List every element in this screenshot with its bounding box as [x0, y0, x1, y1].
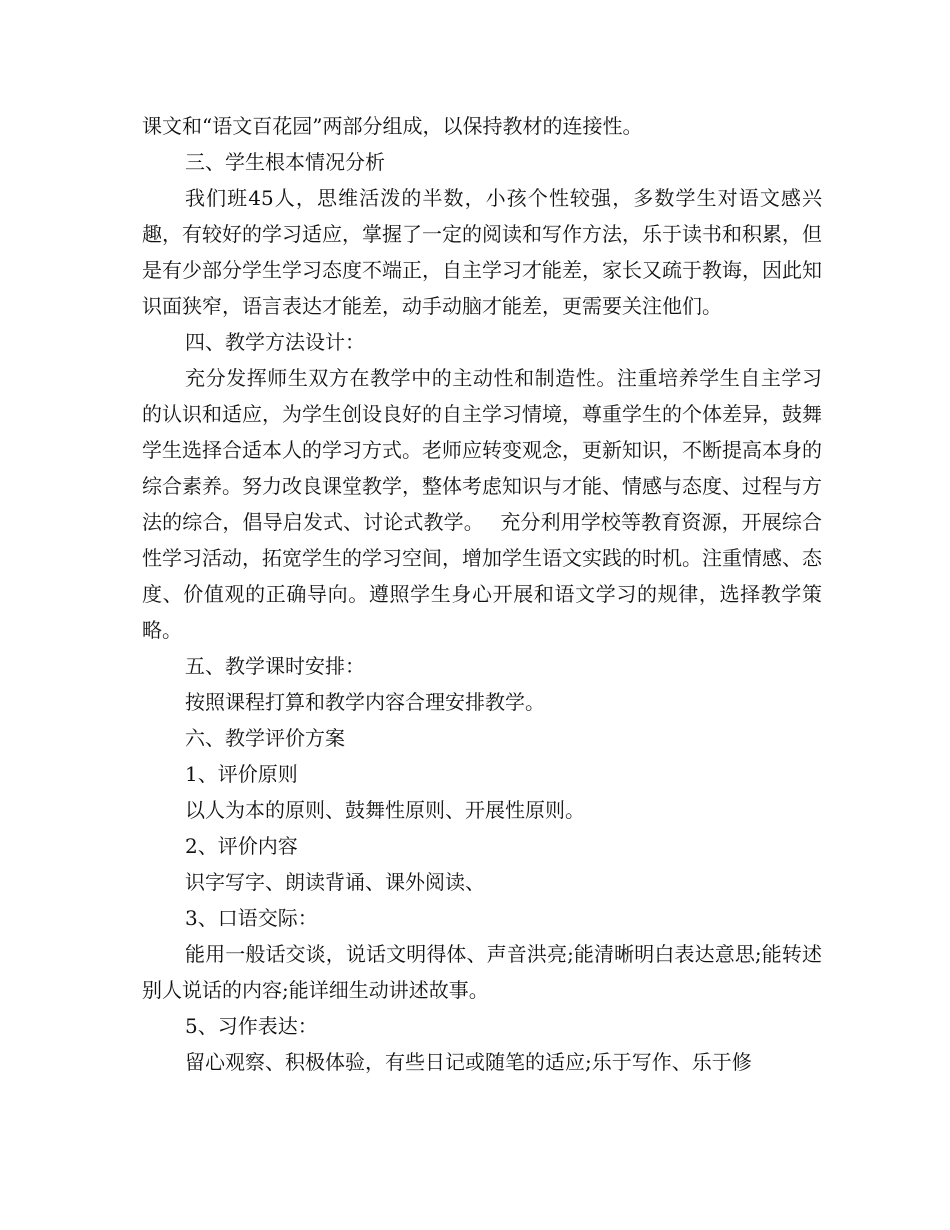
paragraph-writing-expression: 留心观察、积极体验，有些日记或随笔的适应;乐于写作、乐于修 — [185, 1050, 752, 1074]
paragraph-class-hours: 按照课程打算和教学内容合理安排教学。 — [185, 690, 545, 714]
document-body — [142, 108, 822, 1080]
paragraph-evaluation-principles: 以人为本的原则、鼓舞性原则、开展性原则。 — [185, 798, 585, 822]
heading-evaluation-plan: 六、教学评价方案 — [185, 726, 345, 750]
paragraph-evaluation-content: 识字写字、朗读背诵、课外阅读、 — [185, 870, 485, 894]
heading-writing-expression: 5、习作表达： — [185, 1014, 318, 1038]
heading-evaluation-content: 2、评价内容 — [185, 834, 298, 858]
paragraph-student-situation: 我们班45人，思维活泼的半数，小孩个性较强，多数学生对语文感兴趣，有较好的学习适应，掌握了一定的阅读和写作方法，乐于读书和积累，但是有少部分学生学习态度不端正，自主学习才能差，家长又疏于教诲，因此知识面狭窄，语言表达才能差，动手动脑才能差，更需要关注他们。 — [142, 186, 822, 318]
heading-student-situation: 三、学生根本情况分析 — [185, 150, 385, 174]
heading-evaluation-principles: 1、评价原则 — [185, 762, 298, 786]
paragraph-intro-end: 课文和“语文百花园”两部分组成，以保持教材的连接性。 — [142, 114, 643, 138]
heading-class-hours: 五、教学课时安排： — [185, 654, 365, 678]
heading-teaching-methods: 四、教学方法设计： — [185, 330, 365, 354]
paragraph-teaching-methods: 充分发挥师生双方在教学中的主动性和制造性。注重培养学生自主学习的认识和适应，为学生创设良好的自主学习情境，尊重学生的个体差异，鼓舞学生选择合适本人的学习方式。老师应转变观念，更新知识，不断提高本身的综合素养。努力改良课堂教学，整体考虑知识与才能、情感与态度、过程与方法的综合，倡导启发式、讨论式教学。 充分利用学校等教育资源，开展综合性学习活动，拓宽学生的学习空间，增加学生语文实践的时机。注重情感、态度、价值观的正确导向。遵照学生身心开展和语文学习的规律，选择教学策略。 — [142, 366, 822, 642]
heading-oral-communication: 3、口语交际： — [185, 906, 318, 930]
paragraph-oral-communication: 能用一般话交谈，说话文明得体、声音洪亮;能清晰明白表达意思;能转述别人说话的内容;能详细生动讲述故事。 — [142, 942, 822, 1002]
